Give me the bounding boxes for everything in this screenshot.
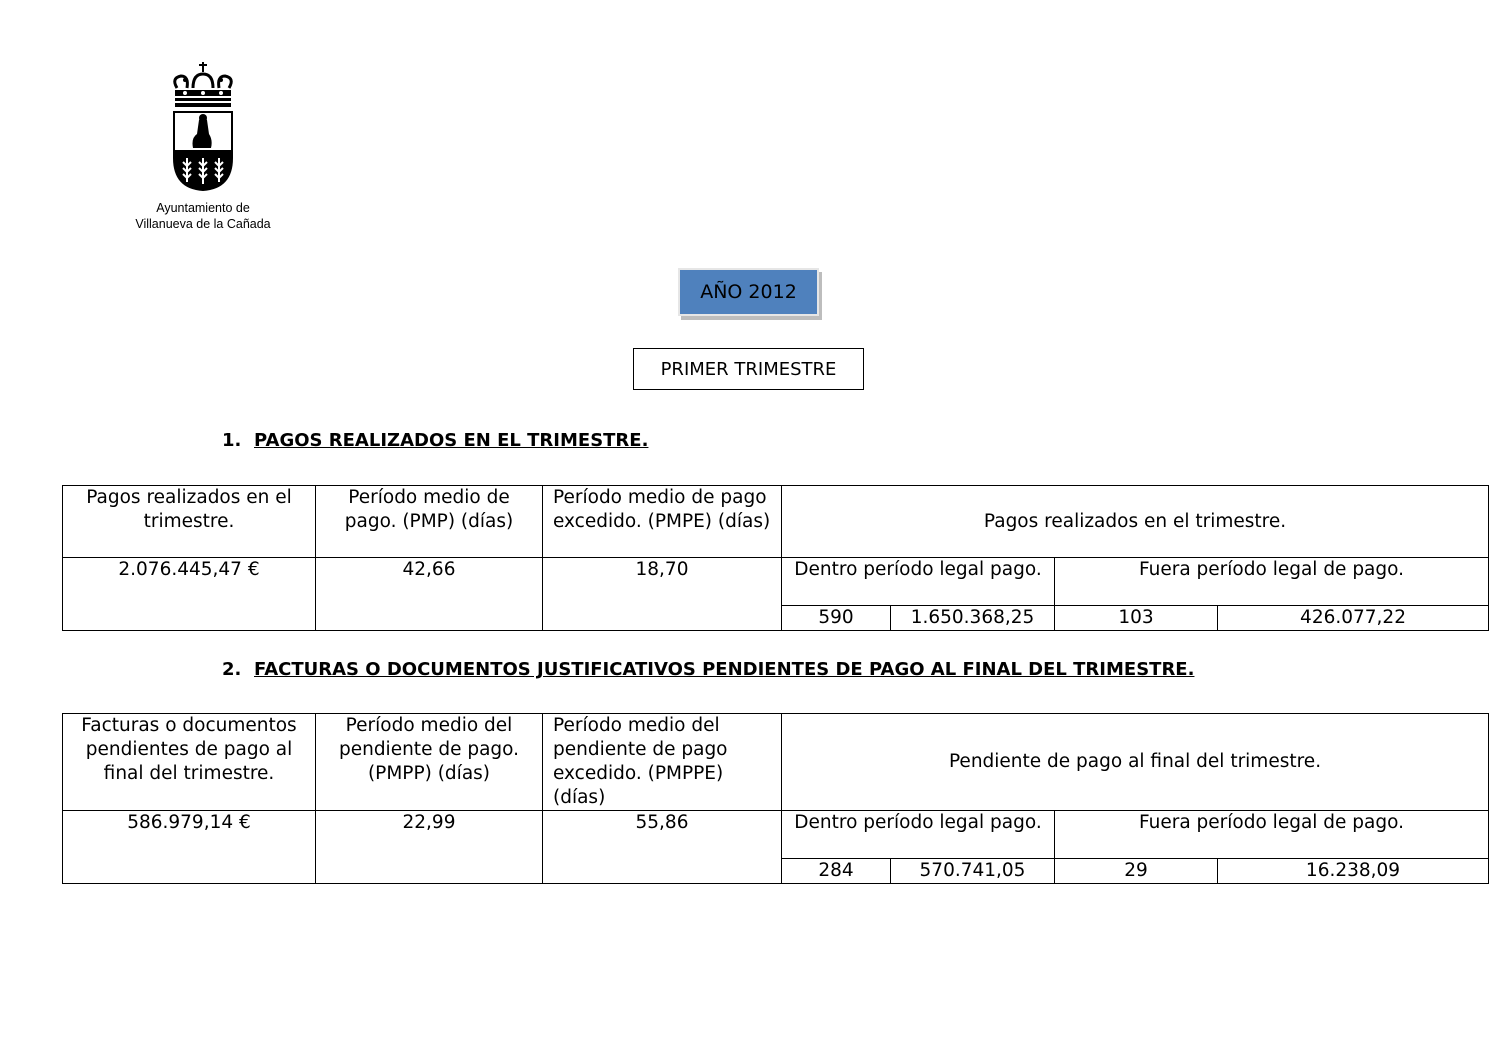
- payments-total-value: 2.076.445,47 €: [63, 558, 316, 631]
- payments-pmp-value: 42,66: [316, 558, 543, 631]
- payments-within-count: 590: [782, 606, 891, 631]
- payments-within-label: Dentro período legal pago.: [782, 558, 1055, 606]
- payments-pmpe-value: 18,70: [543, 558, 782, 631]
- payments-table: [62, 485, 1489, 631]
- quarter-label: PRIMER TRIMESTRE: [633, 348, 864, 390]
- pending-within-label: Dentro período legal pago.: [782, 811, 1055, 859]
- payments-col-breakdown-header: Pagos realizados en el trimestre.: [782, 486, 1489, 558]
- pending-outside-count: 29: [1055, 859, 1218, 884]
- section-1-number: 1.: [222, 430, 242, 451]
- pending-pmpp-value: 22,99: [316, 811, 543, 884]
- pending-col-pmppe-header: Período medio del pendiente de pago excedido. (PMPPE) (días): [543, 714, 782, 811]
- logo-line-1: Ayuntamiento de: [156, 201, 250, 215]
- pending-pmppe-value: 55,86: [543, 811, 782, 884]
- pending-table: [62, 713, 1489, 884]
- year-label: AÑO 2012: [678, 268, 819, 316]
- payments-outside-label: Fuera período legal de pago.: [1055, 558, 1489, 606]
- pending-outside-label: Fuera período legal de pago.: [1055, 811, 1489, 859]
- pending-within-count: 284: [782, 859, 891, 884]
- section-2-number: 2.: [222, 659, 242, 680]
- logo-line-2: Villanueva de la Cañada: [135, 217, 271, 231]
- coat-of-arms-icon: [163, 58, 243, 198]
- pending-col-total-header: Facturas o documentos pendientes de pago al final del trimestre.: [63, 714, 316, 811]
- pending-col-breakdown-header: Pendiente de pago al final del trimestre.: [782, 714, 1489, 811]
- payments-col-total-header: Pagos realizados en el trimestre.: [63, 486, 316, 558]
- payments-outside-count: 103: [1055, 606, 1218, 631]
- section-2-title: FACTURAS O DOCUMENTOS JUSTIFICATIVOS PENDIENTES DE PAGO AL FINAL DEL TRIMESTRE.: [254, 659, 1195, 680]
- payments-col-pmpe-header: Período medio de pago excedido. (PMPE) (días): [543, 486, 782, 558]
- pending-col-pmpp-header: Período medio del pendiente de pago. (PMPP) (días): [316, 714, 543, 811]
- section-1-heading: [222, 430, 648, 451]
- payments-within-amount: 1.650.368,25: [891, 606, 1055, 631]
- section-1-title: PAGOS REALIZADOS EN EL TRIMESTRE.: [254, 430, 649, 451]
- payments-outside-amount: 426.077,22: [1218, 606, 1489, 631]
- pending-within-amount: 570.741,05: [891, 859, 1055, 884]
- payments-col-pmp-header: Período medio de pago. (PMP) (días): [316, 486, 543, 558]
- pending-total-value: 586.979,14 €: [63, 811, 316, 884]
- section-2-heading: [222, 659, 1194, 680]
- pending-outside-amount: 16.238,09: [1218, 859, 1489, 884]
- municipal-logo: [118, 58, 288, 232]
